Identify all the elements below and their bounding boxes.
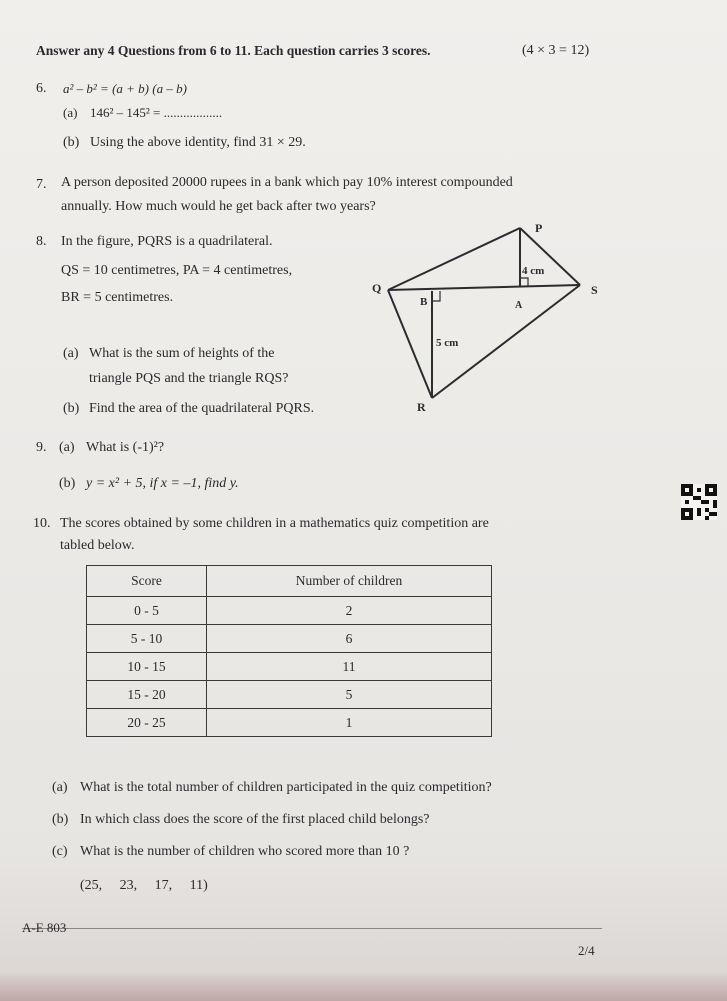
- qr-code-icon: [681, 484, 717, 520]
- vertex-r: R: [417, 400, 426, 414]
- page-number: 2/4: [578, 943, 595, 958]
- table-header-row: [87, 566, 492, 597]
- table-row: [87, 709, 492, 737]
- q9-b-text: y = x² + 5, if x = –1, find y.: [86, 476, 239, 491]
- diagonal-qs: [388, 285, 580, 290]
- q10-c-text: What is the number of children who scored more than 10 ?: [80, 844, 410, 859]
- cell-count: 6: [207, 625, 492, 653]
- q10-b-text: In which class does the score of the first placed child belongs?: [80, 812, 430, 827]
- vertex-p: P: [535, 221, 543, 235]
- header-children: Number of children: [207, 566, 492, 597]
- vertex-s: S: [591, 283, 598, 297]
- right-angle-b: [432, 291, 440, 301]
- q9-b-label: (b): [59, 476, 76, 491]
- q6-b-text: Using the above identity, find 31 × 29.: [90, 135, 306, 150]
- cell-count: 5: [207, 681, 492, 709]
- table-row: [87, 625, 492, 653]
- q6-a-text: 146² – 145² = ..................: [90, 105, 223, 120]
- footer-divider: [22, 928, 602, 929]
- label-br: 5 cm: [436, 337, 459, 349]
- q8-line1: In the figure, PQRS is a quadrilateral.: [61, 234, 273, 249]
- q8-a-label: (a): [63, 346, 79, 361]
- cell-score: 15 - 20: [87, 681, 207, 709]
- q9-a-label: (a): [59, 440, 75, 455]
- q10-answer-options: (25, 23, 17, 11): [80, 878, 208, 893]
- q10-b-label: (b): [52, 812, 69, 827]
- q7-number: 7.: [36, 177, 47, 192]
- q10-a-text: What is the total number of children participated in the quiz competition?: [80, 780, 492, 795]
- q10-number: 10.: [33, 516, 51, 531]
- foot-a: A: [515, 300, 523, 311]
- q7-line1: A person deposited 20000 rupees in a bank which pay 10% interest compounded: [61, 175, 513, 190]
- q9-a-text: What is (-1)²?: [86, 440, 165, 455]
- q8-b-text: Find the area of the quadrilateral PQRS.: [89, 401, 315, 416]
- table-row: [87, 597, 492, 625]
- label-pa: 4 cm: [522, 265, 545, 277]
- q6-number: 6.: [36, 81, 47, 96]
- cell-count: 1: [207, 709, 492, 737]
- header-score: Score: [87, 566, 207, 597]
- cell-count: 11: [207, 653, 492, 681]
- cell-score: 0 - 5: [87, 597, 207, 625]
- q8-number: 8.: [36, 234, 47, 249]
- section-marks: (4 × 3 = 12): [522, 43, 590, 58]
- q8-a-line1: What is the sum of heights of the: [89, 346, 275, 361]
- cell-score: 10 - 15: [87, 653, 207, 681]
- q10-line2: tabled below.: [60, 538, 135, 553]
- quadrilateral-figure: [360, 215, 610, 420]
- q10-a-label: (a): [52, 780, 68, 795]
- foot-b: B: [420, 296, 428, 308]
- q10-line1: The scores obtained by some children in a mathematics quiz competition are: [60, 516, 489, 531]
- vertex-q: Q: [372, 281, 382, 295]
- scores-table: [86, 565, 492, 737]
- page-shadow: [0, 971, 727, 1001]
- q6-identity: a² – b² = (a + b) (a – b): [63, 81, 187, 96]
- q8-line2: QS = 10 centimetres, PA = 4 centimetres,: [61, 263, 293, 278]
- q6-b-label: (b): [63, 135, 80, 150]
- q8-line3: BR = 5 centimetres.: [61, 290, 174, 305]
- q8-a-line2: triangle PQS and the triangle RQS?: [89, 371, 289, 386]
- cell-count: 2: [207, 597, 492, 625]
- paper-code: A-E 803: [22, 920, 67, 935]
- q8-b-label: (b): [63, 401, 80, 416]
- right-angle-a: [520, 278, 528, 286]
- table-row: [87, 653, 492, 681]
- table-row: [87, 681, 492, 709]
- q7-line2: annually. How much would he get back after two years?: [61, 199, 376, 214]
- edge-qp: [388, 228, 520, 290]
- cell-score: 20 - 25: [87, 709, 207, 737]
- q10-c-label: (c): [52, 844, 68, 859]
- q9-number: 9.: [36, 440, 47, 455]
- section-instruction: Answer any 4 Questions from 6 to 11. Each question carries 3 scores.: [36, 43, 431, 58]
- q6-a-label: (a): [63, 105, 78, 120]
- cell-score: 5 - 10: [87, 625, 207, 653]
